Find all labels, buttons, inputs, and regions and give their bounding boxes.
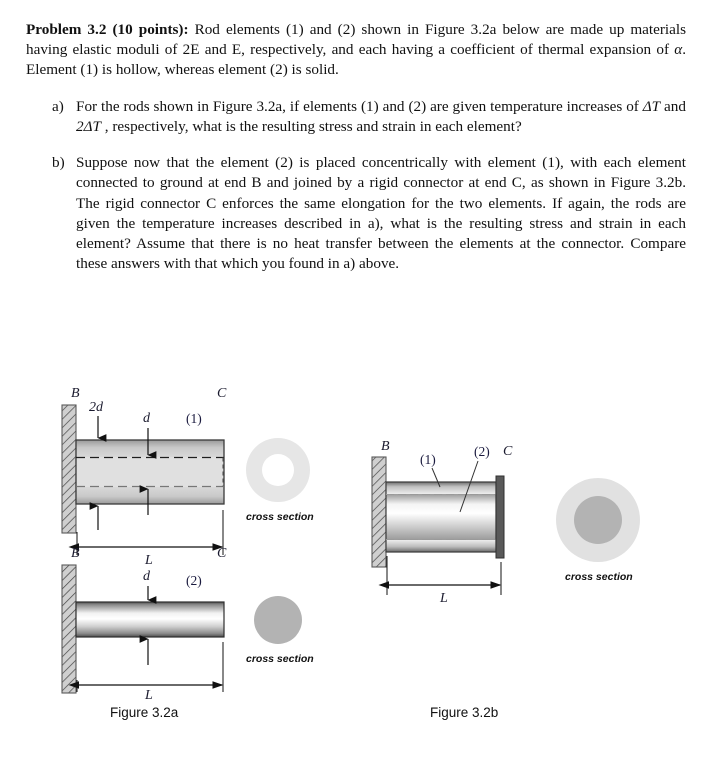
question-b-text-1: Suppose now that the element (2) is placed concentrically with element (1), with each element connected to ground at end B and joined by a rigid connector at end C, as shown in Figure 3.2b. The rigid connector C enforces the same elongation for the two elements. If again, the rods are given the temperature increases described in a), what is the resulting stress and strain in each element? Assume that there is no heat transfer between the elements at the connector. Compare these answers with that which you found in a) above. — [76, 154, 686, 273]
solid-rod-element-label: (2) — [186, 573, 202, 588]
question-item-b — [52, 153, 686, 274]
question-marker-b: b) — [52, 154, 65, 172]
solid-rod-diameter-label: d — [143, 569, 150, 584]
figure-b-inner-rod — [386, 494, 496, 540]
problem-statement — [26, 20, 686, 81]
problem-intro-text-2: . Element (1) is hollow, whereas element (2) is solid. — [26, 41, 686, 79]
figure-b-outer-tube-bottom — [386, 540, 496, 552]
concentric-inner-circle — [574, 496, 622, 544]
solid-rod-group — [62, 546, 314, 700]
question-a-symbol-1: ΔT — [642, 97, 661, 115]
figure-b-label-B: B — [381, 439, 390, 454]
hollow-rod-label-B: B — [71, 386, 80, 401]
cross-section-caption-2: cross section — [246, 653, 314, 665]
cross-section-caption-3: cross section — [565, 571, 633, 583]
cross-section-caption-1: cross section — [246, 511, 314, 523]
hollow-rod-length-label: L — [145, 553, 153, 568]
cross-section-annulus — [246, 438, 310, 502]
figure-3-2a-drawing — [50, 380, 350, 700]
cross-section-disk — [254, 596, 302, 644]
problem-heading: Problem 3.2 (10 points): — [26, 21, 189, 38]
ground-wall-hatch-3 — [372, 457, 386, 567]
figures-area — [0, 380, 708, 778]
alpha-symbol: α — [674, 41, 683, 59]
solid-rod-body — [76, 602, 224, 637]
hollow-rod-outer-diameter-label: 2d — [89, 400, 103, 415]
ground-wall-hatch-1 — [62, 405, 76, 533]
question-a-symbol-2: 2ΔT — [76, 117, 101, 135]
figure-b-inner-element-label: (2) — [474, 444, 490, 459]
question-item-a — [52, 97, 686, 137]
hollow-rod-bottom-wall — [76, 487, 224, 504]
figure-b-outer-tube-top — [386, 482, 496, 494]
question-a-text-3: , respectively, what is the resulting stress and strain in each element? — [100, 117, 522, 135]
cross-section-concentric — [556, 478, 640, 562]
hollow-rod-bore — [76, 457, 224, 487]
question-a-text-1: For the rods shown in Figure 3.2a, if elements (1) and (2) are given temperature increases of — [76, 97, 643, 115]
question-marker-a: a) — [52, 97, 64, 115]
figure-b-length-label: L — [440, 591, 448, 606]
figure-b-caption: Figure 3.2b — [430, 705, 499, 720]
solid-rod-label-B: B — [71, 546, 80, 561]
figure-3-2b-drawing — [360, 430, 680, 660]
question-a-text-2: and — [660, 97, 686, 115]
question-body-b — [76, 153, 686, 274]
figure-b-label-C: C — [503, 444, 513, 459]
problem-intro-text: Rod elements (1) and (2) shown in Figure 3.2a below are made up materials having elastic moduli of 2E and E, respectively, and each having a coefficient of thermal expansion of — [26, 21, 687, 59]
solid-rod-length-label: L — [145, 688, 153, 700]
hollow-rod-label-C: C — [217, 386, 227, 401]
hollow-rod-inner-diameter-label: d — [143, 411, 150, 426]
problem-text-block — [26, 20, 686, 290]
ground-wall-hatch-2 — [62, 565, 76, 693]
annulus-inner-hole — [262, 454, 294, 486]
figure-a-caption: Figure 3.2a — [110, 705, 179, 720]
solid-rod-label-C: C — [217, 546, 227, 561]
hollow-rod-group — [62, 386, 314, 568]
rigid-connector-plate — [496, 476, 504, 558]
hollow-rod-top-wall — [76, 440, 224, 457]
question-body-a — [76, 97, 686, 137]
hollow-rod-element-label: (1) — [186, 411, 202, 426]
figure-b-outer-element-label: (1) — [420, 452, 436, 467]
